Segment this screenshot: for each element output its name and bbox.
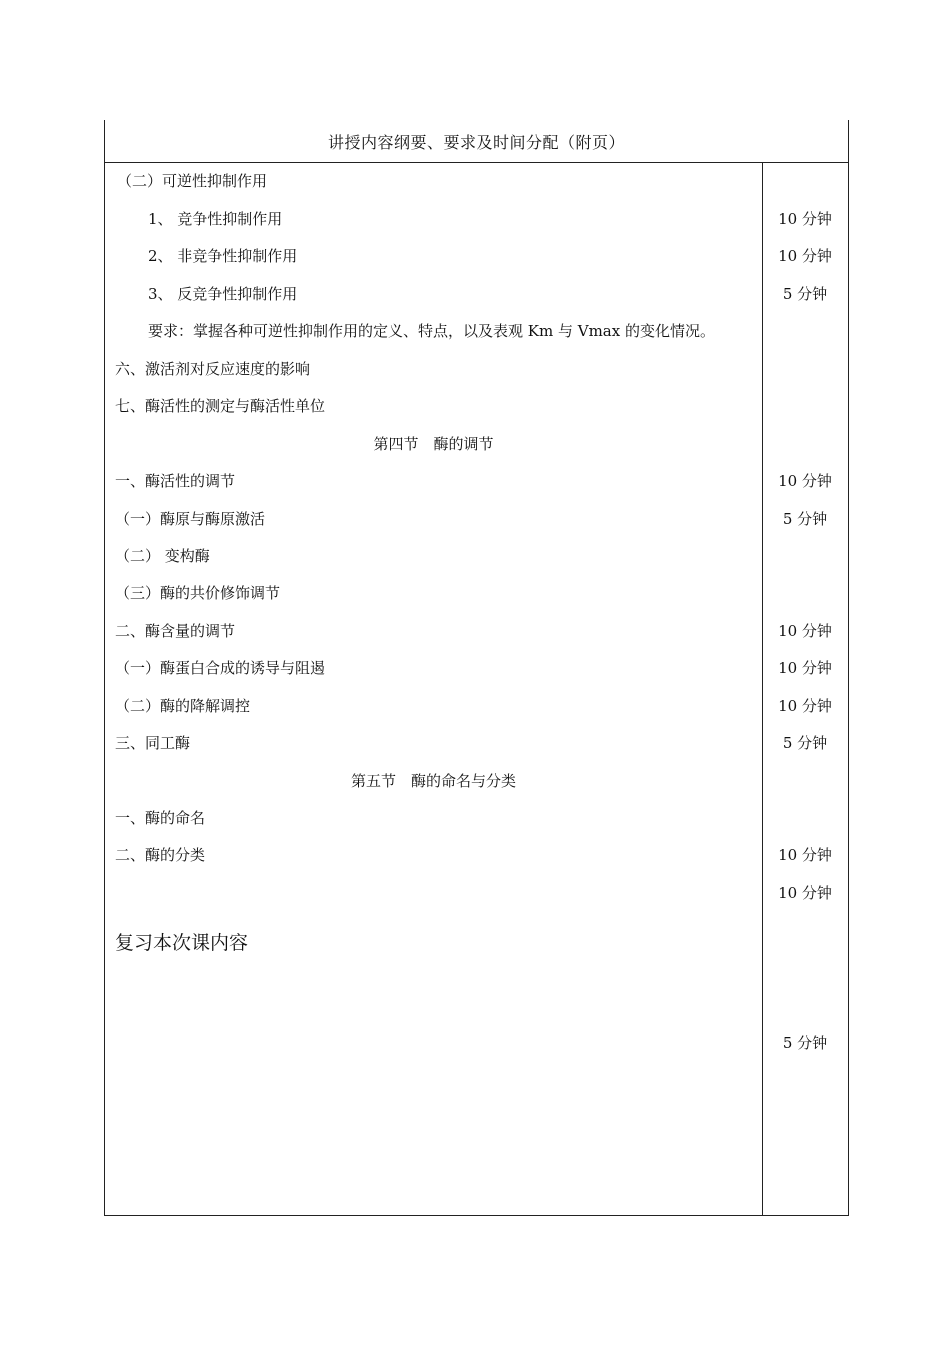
table-header (105, 120, 848, 163)
content-line-competitive: 1、 竞争性抑制作用 (148, 210, 283, 228)
content-line-activity-assay: 七、酶活性的测定与酶活性单位 (115, 397, 326, 415)
time-entry: 10 分钟 (778, 247, 832, 265)
time-entry: 10 分钟 (778, 472, 832, 490)
time-entry: 5 分钟 (782, 510, 828, 528)
time-entry: 10 分钟 (778, 884, 832, 902)
content-line-isoenzyme: 三、同工酶 (115, 734, 191, 752)
syllabus-table (104, 120, 849, 1216)
content-line-requirement: 要求：掌握各种可逆性抑制作用的定义、特点，以及表观 Km 与 Vmax 的变化情况。 (148, 322, 715, 340)
content-line-classification: 二、酶的分类 (115, 846, 206, 864)
time-entry: 5 分钟 (782, 1034, 828, 1052)
content-line-activity-regulation: 一、酶活性的调节 (115, 472, 236, 490)
content-line-zymogen: （一）酶原与酶原激活 (115, 510, 266, 528)
content-line-review: 复习本次课内容 (115, 932, 249, 954)
content-line-reversible-inhibition: （二）可逆性抑制作用 (117, 172, 268, 190)
column-divider (762, 162, 763, 1215)
time-entry: 5 分钟 (782, 285, 828, 303)
time-entry: 10 分钟 (778, 622, 832, 640)
content-line-naming: 一、酶的命名 (115, 809, 206, 827)
section-heading-4: 第四节 酶的调节 (373, 435, 494, 453)
content-line-quantity-regulation: 二、酶含量的调节 (115, 622, 236, 640)
content-line-degradation: （二）酶的降解调控 (115, 697, 251, 715)
content-line-allosteric: （二） 变构酶 (115, 547, 210, 565)
table-title: 讲授内容纲要、要求及时间分配（附页） (327, 132, 625, 152)
time-entry: 10 分钟 (778, 846, 832, 864)
content-line-induction: （一）酶蛋白合成的诱导与阻遏 (115, 659, 326, 677)
content-line-covalent: （三）酶的共价修饰调节 (115, 584, 281, 602)
time-entry: 10 分钟 (778, 659, 832, 677)
section-heading-5: 第五节 酶的命名与分类 (350, 772, 516, 790)
content-line-noncompetitive: 2、 非竞争性抑制作用 (148, 247, 298, 265)
time-entry: 10 分钟 (778, 210, 832, 228)
content-line-activator: 六、激活剂对反应速度的影响 (115, 360, 311, 378)
content-line-uncompetitive: 3、 反竞争性抑制作用 (148, 285, 298, 303)
time-entry: 5 分钟 (782, 734, 828, 752)
time-entry: 10 分钟 (778, 697, 832, 715)
